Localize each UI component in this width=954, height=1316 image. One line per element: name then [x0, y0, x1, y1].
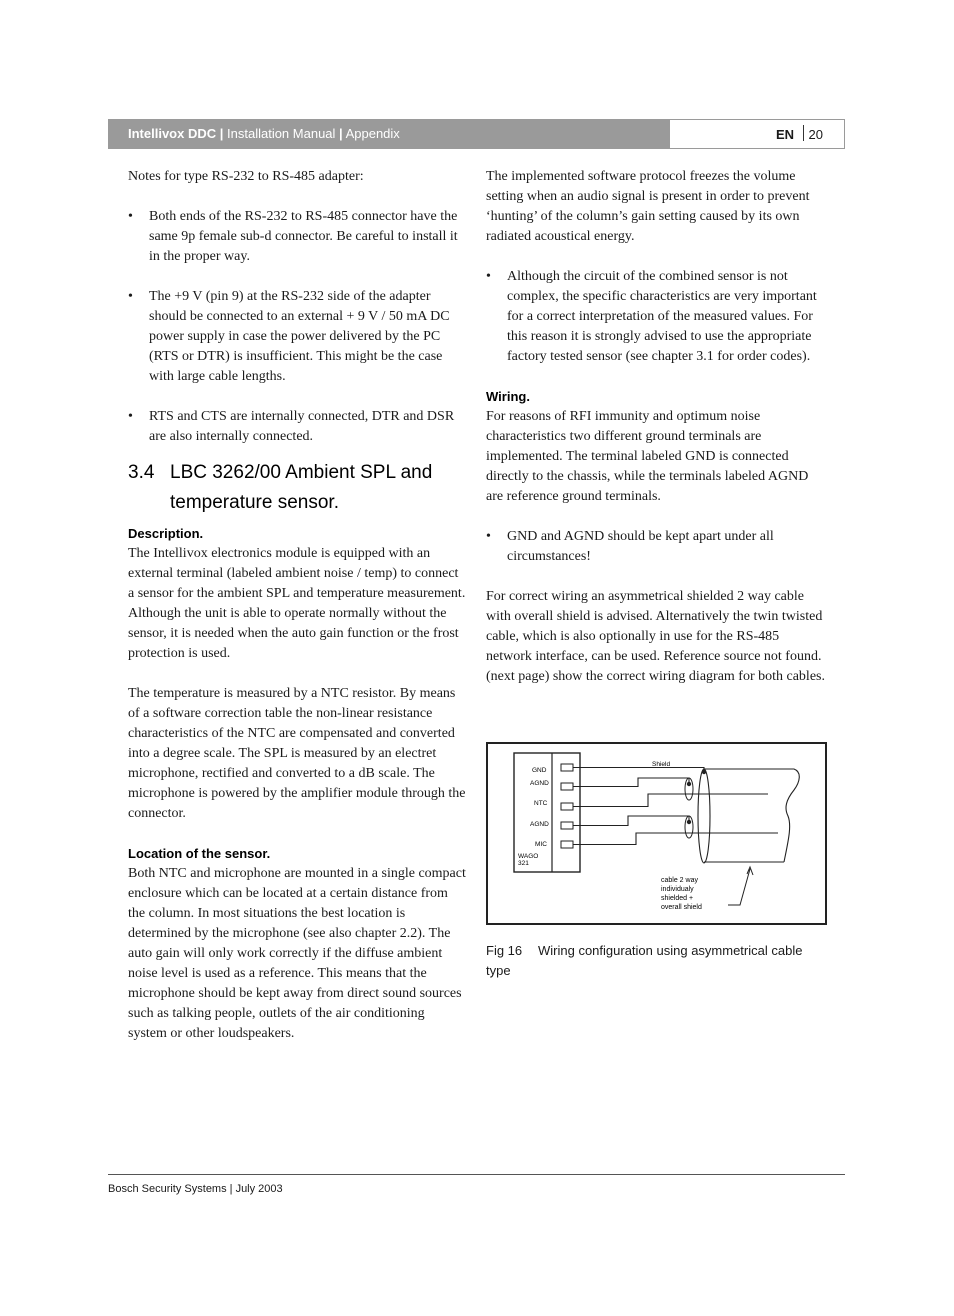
bullet-item: • GND and AGND should be kept apart under all circumstances!: [486, 527, 826, 567]
header-separator: |: [339, 126, 343, 141]
cable-callout-line: shielded +: [661, 895, 694, 902]
section-title: LBC 3262/00 Ambient SPL and temperature sensor.: [170, 462, 433, 513]
screw-terminal: [561, 764, 573, 771]
block-label: 321: [518, 860, 529, 867]
junction-dot: [687, 820, 691, 824]
right-column: [486, 167, 826, 687]
terminal-label: GND: [532, 767, 547, 774]
wiring-paragraph: For reasons of RFI immunity and optimum noise characteristics two different ground terminals are implemented. The terminal labeled GND is connected directly to the chassis, while the terminals labeled AGND are reference ground terminals.: [486, 409, 809, 504]
page-number: 20: [808, 127, 823, 142]
description-paragraph: The Intellivox electronics module is equipped with an external terminal (labeled ambient noise / temp) to connect a sensor for the ambient SPL and temperature measurement. Although the unit is able to operate normally without the sensor, it is needed when the auto gain function or the frost protection is used.: [128, 546, 466, 661]
block-label: WAGO: [518, 853, 539, 860]
header-language: EN: [775, 127, 794, 142]
location-heading: Location of the sensor.: [128, 846, 271, 861]
section-heading: [128, 458, 466, 518]
callout-arrow-icon: [747, 867, 753, 875]
bullet-item: • RTS and CTS are internally connected, DTR and DSR are also internally connected.: [128, 407, 466, 447]
wiring-diagram: [486, 742, 827, 925]
header-bar: [108, 119, 670, 149]
callout-leader: [728, 869, 750, 905]
screw-terminal: [561, 841, 573, 848]
terminal-label: AGND: [530, 821, 549, 828]
junction-dot: [702, 770, 706, 774]
cable-callout-line: overall shield: [661, 904, 702, 911]
overall-shield-wire: [573, 768, 704, 773]
terminal-label: MIC: [535, 841, 547, 848]
wiring-diagram-svg: [488, 744, 825, 923]
mic-wire: [573, 833, 778, 845]
screw-terminal: [561, 822, 573, 829]
figure-caption: [486, 941, 826, 981]
left-column: [128, 167, 466, 1044]
junction-dot: [687, 782, 691, 786]
screw-terminal: [561, 803, 573, 810]
section-number: 3.4: [128, 462, 155, 483]
ntc-wire: [573, 794, 768, 807]
header-divider: [803, 125, 804, 141]
figure-caption-text: Wiring configuration using asymmetrical cable type: [486, 943, 803, 978]
header-manual: Installation Manual: [227, 126, 336, 141]
bullet-item: • Although the circuit of the combined sensor is not complex, the specific characteristics are very important for a correct interpretation of the measured values. For this reason it is strongly advised to use the appropriate factory tested sensor (see chapter 3.1 for order codes).: [486, 267, 826, 367]
overall-shield-ellipse: [698, 769, 710, 863]
protocol-paragraph: The implemented software protocol freezes the volume setting when an audio signal is present in order to prevent ‘hunting’ of the column’s gain setting caused by its own radiated acoustical energy.: [486, 169, 810, 244]
description-paragraph: The temperature is measured by a NTC resistor. By means of a software correction table the non-linear resistance characteristics of the NTC are compensated and converted into a degree scale. The SPL is measured by an electret microphone, rectified and converted to a dB scale. The microphone is powered by the amplifier module through the connector.: [128, 686, 466, 821]
bullet-item: • The +9 V (pin 9) at the RS-232 side of the adapter should be connected to an external + 9 V / 50 mA DC power supply in case the power delivered by the PC (RTS or DTR) is insufficient. This might be the case with large cable lengths.: [128, 287, 466, 387]
cable-callout-line: cable 2 way: [661, 877, 698, 884]
location-paragraph: Both NTC and microphone are mounted in a single compact enclosure which can be located at a certain distance from the column. In most situations the best location is determined by the microphone (see also chapter 2.2). The auto gain will only work correctly if the diffuse ambient noise level is used as a reference. This means that the microphone should be kept away from direct sound sources such as talking people, outlets of the air conditioning system or other loudspeakers.: [128, 866, 466, 1041]
bullet-item: • Both ends of the RS-232 to RS-485 connector have the same 9p female sub-d connector. Be careful to install it in the proper way.: [128, 207, 466, 267]
header-page-box: [670, 119, 845, 149]
header-product: Intellivox DDC: [128, 126, 217, 141]
header-title: [128, 126, 400, 141]
header-separator: |: [219, 126, 224, 141]
terminal-label: NTC: [534, 800, 548, 807]
footer-text: Bosch Security Systems | July 2003: [108, 1183, 283, 1195]
figure-number: Fig 16: [486, 943, 523, 958]
footer-rule: [108, 1174, 845, 1175]
terminal-label: AGND: [530, 780, 549, 787]
shield-label: Shield: [652, 761, 671, 768]
header-section: Appendix: [345, 126, 400, 141]
shield-wire-2: [573, 816, 689, 826]
adapter-notes-intro: Notes for type RS-232 to RS-485 adapter:: [128, 169, 364, 184]
cable-callout-line: individualy: [661, 886, 694, 893]
screw-terminal: [561, 783, 573, 790]
shield-wire-1: [573, 778, 689, 787]
wiring-paragraph: For correct wiring an asymmetrical shielded 2 way cable with overall shield is advised. Alternatively the twin twisted cable, which is also optionally in use for the RS-485 network interface, can be used. Reference source not found. (next page) show the correct wiring diagram for both cables.: [486, 589, 825, 684]
cable-outline-top: [704, 769, 799, 862]
description-heading: Description.: [128, 526, 204, 541]
wiring-heading: Wiring.: [486, 389, 530, 404]
